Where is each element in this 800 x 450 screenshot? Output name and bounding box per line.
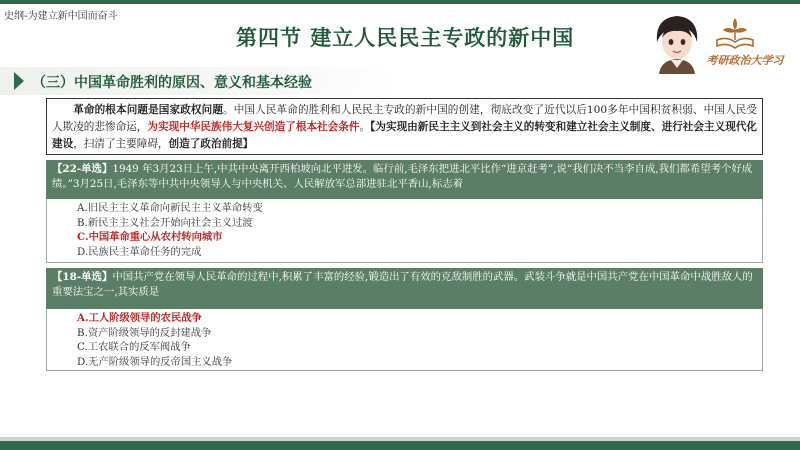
intro-highlight: 为实现中华民族伟大复兴创造了根本社会条件	[147, 121, 360, 133]
question-1-tag: 【22-单选】	[52, 163, 113, 175]
q2-option-d[interactable]: D.无产阶级领导的反帝国主义战争	[77, 355, 233, 368]
q1-option-d[interactable]: D.民族民主革命任务的完成	[77, 245, 202, 258]
question-1-stem	[46, 160, 763, 199]
page-title: 第四节 建立人民民主专政的新中国	[236, 25, 575, 50]
question-1-text: 1949 年3月23日上午,中共中央离开西柏坡向北平进发。临行前,毛泽东把进北平比作“进京赶考”,说“我们决不当李自成,我们都希望考个好成绩。”3月25日,毛泽东等中共中央领导人与中央机关、人民解放军总部进驻北平香山,标志着	[52, 163, 753, 190]
question-2-options	[46, 309, 763, 371]
q2-option-a[interactable]: A.工人阶级领导的农民战争	[77, 312, 202, 324]
intro-sep: 。	[359, 121, 371, 133]
intro-bold-1: 革命的根本问题是国家政权问题	[73, 104, 224, 116]
top-accent-bar	[0, 0, 800, 4]
intro-bold-2: 【为实现由新民主主义到社会主义的转变和建立社会主义制度、进行社会主义现代化建设	[52, 121, 758, 150]
intro-bold-3: 创造了政治前提】	[168, 138, 254, 150]
book-plant-logo-icon	[713, 14, 757, 50]
question-2-tag: 【18-单选】	[52, 271, 113, 283]
bottom-accent-bar	[0, 441, 800, 450]
question-1-options	[46, 199, 763, 263]
q2-option-c[interactable]: C.工农联合的反军阀战争	[77, 341, 191, 353]
intro-paragraph	[46, 98, 763, 155]
question-2-stem	[46, 268, 763, 309]
teacher-avatar-icon	[651, 12, 703, 74]
logo-text: 考研政治大学习	[706, 54, 784, 67]
chapter-tag: 史纲-为建立新中国而奋斗	[4, 11, 118, 22]
subsection-title: （三）中国革命胜利的原因、意义和基本经验	[32, 75, 312, 91]
q1-option-a[interactable]: A.旧民主主义革命向新民主主义革命转变	[77, 202, 263, 214]
q2-option-b[interactable]: B.资产阶级领导的反封建战争	[77, 326, 212, 339]
intro-text-1: 。中国人民革命的胜利和人民民主专政的新中国的创建，彻底改变了近代以后100多年中国积贫积弱、中国人民受人欺凌的悲惨命运，	[52, 104, 757, 133]
intro-text-2: ，扫清了主要障碍，	[73, 138, 169, 150]
q1-option-b[interactable]: B.新民主主义社会开始向社会主义过渡	[77, 216, 253, 229]
q1-option-c[interactable]: C.中国革命重心从农村转向城市	[77, 231, 223, 243]
question-2-text: 中国共产党在领导人民革命的过程中,积累了丰富的经验,锻造出了有效的克敌制胜的武器。武装斗争就是中国共产党在中国革命中战胜敌人的重要法宝之一,其实质是	[52, 271, 753, 298]
